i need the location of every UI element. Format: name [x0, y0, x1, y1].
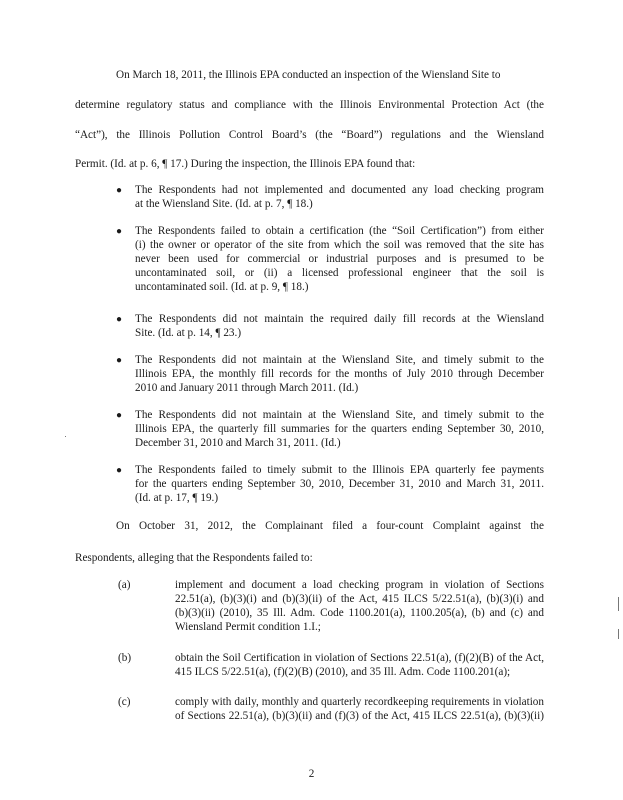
- paragraph-line: Permit. (Id. at p. 6, ¶ 17.) During the inspection, the Illinois EPA found that:: [75, 158, 416, 170]
- finding-line: The Respondents failed to timely submit to the Illinois EPA quarterly fee payments: [135, 464, 544, 476]
- finding-line: December 31, 2010 and March 31, 2011. (Id.): [135, 437, 341, 449]
- paragraph-line: determine regulatory status and compliance with the Illinois Environmental Protection Act (the: [75, 99, 544, 111]
- allegation-label: (a): [118, 579, 131, 591]
- finding-line: at the Wiensland Site. (Id. at p. 7, ¶ 18.): [135, 198, 313, 210]
- paragraph-line: “Act”), the Illinois Pollution Control Board’s (the “Board”) regulations and the Wiensland: [75, 129, 544, 141]
- allegation-line: comply with daily, monthly and quarterly recordkeeping requirements in violation: [175, 696, 544, 708]
- scan-mark: [618, 597, 619, 611]
- finding-line: (i) the owner or operator of the site from which the soil was removed that the site has: [135, 239, 544, 251]
- page-number: 2: [308, 768, 315, 780]
- paragraph-line: Respondents, alleging that the Respondents failed to:: [75, 552, 313, 564]
- allegation-line: obtain the Soil Certification in violation of Sections 22.51(a), (f)(2)(B) of the Act,: [175, 652, 544, 664]
- finding-line: Illinois EPA, the monthly fill records for the months of July 2010 through December: [135, 368, 544, 380]
- finding-line: 2010 and January 2011 through March 2011. (Id.): [135, 382, 359, 394]
- allegation-line: 415 ILCS 5/22.51(a), (f)(2)(B) (2010), and 35 Ill. Adm. Code 1100.201(a);: [175, 666, 511, 678]
- bullet-icon: ●: [116, 465, 123, 476]
- finding-line: never been used for commercial or industrial purposes and is presumed to be: [135, 253, 544, 265]
- finding-line: The Respondents did not maintain at the Wiensland Site, and timely submit to the: [135, 409, 544, 421]
- allegation-line: 22.51(a), (b)(3)(i) and (b)(3)(ii) of the Act, 415 ILCS 5/22.51(a), (b)(3)(i) and: [175, 593, 544, 605]
- scan-mark: [65, 436, 66, 437]
- allegation-line: of Sections 22.51(a), (b)(3)(ii) and (f)(3) of the Act, 415 ILCS 22.51(a), (b)(3)(ii): [175, 710, 544, 722]
- paragraph-line: On March 18, 2011, the Illinois EPA conducted an inspection of the Wiensland Site to: [116, 69, 501, 81]
- allegation-line: implement and document a load checking program in violation of Sections: [175, 579, 544, 591]
- scan-mark: [618, 629, 619, 639]
- bullet-icon: ●: [116, 185, 123, 196]
- allegation-label: (c): [118, 696, 131, 708]
- allegation-line: (b)(3)(ii) (2010), 35 Ill. Adm. Code 1100.201(a), 1100.205(a), (b) and (c) and: [175, 607, 544, 619]
- allegation-line: Wiensland Permit condition 1.I.;: [175, 621, 321, 633]
- bullet-icon: ●: [116, 226, 123, 237]
- finding-line: for the quarters ending September 30, 2010, December 31, 2010 and March 31, 2011.: [135, 478, 544, 490]
- finding-line: Site. (Id. at p. 14, ¶ 23.): [135, 327, 242, 339]
- bullet-icon: ●: [116, 410, 123, 421]
- finding-line: The Respondents failed to obtain a certification (the “Soil Certification”) from either: [135, 225, 544, 237]
- finding-line: uncontaminated soil, or (ii) a licensed professional engineer that the soil is: [135, 267, 544, 279]
- finding-line: The Respondents did not maintain at the Wiensland Site, and timely submit to the: [135, 354, 544, 366]
- finding-line: The Respondents did not maintain the required daily fill records at the Wiensland: [135, 313, 544, 325]
- finding-line: Illinois EPA, the quarterly fill summaries for the quarters ending September 30, 2010,: [135, 423, 544, 435]
- finding-line: (Id. at p. 17, ¶ 19.): [135, 492, 219, 504]
- bullet-icon: ●: [116, 314, 123, 325]
- allegation-label: (b): [118, 652, 132, 664]
- finding-line: The Respondents had not implemented and documented any load checking program: [135, 184, 544, 196]
- bullet-icon: ●: [116, 355, 123, 366]
- finding-line: uncontaminated soil. (Id. at p. 9, ¶ 18.): [135, 281, 309, 293]
- paragraph-line: On October 31, 2012, the Complainant filed a four-count Complaint against the: [116, 520, 544, 532]
